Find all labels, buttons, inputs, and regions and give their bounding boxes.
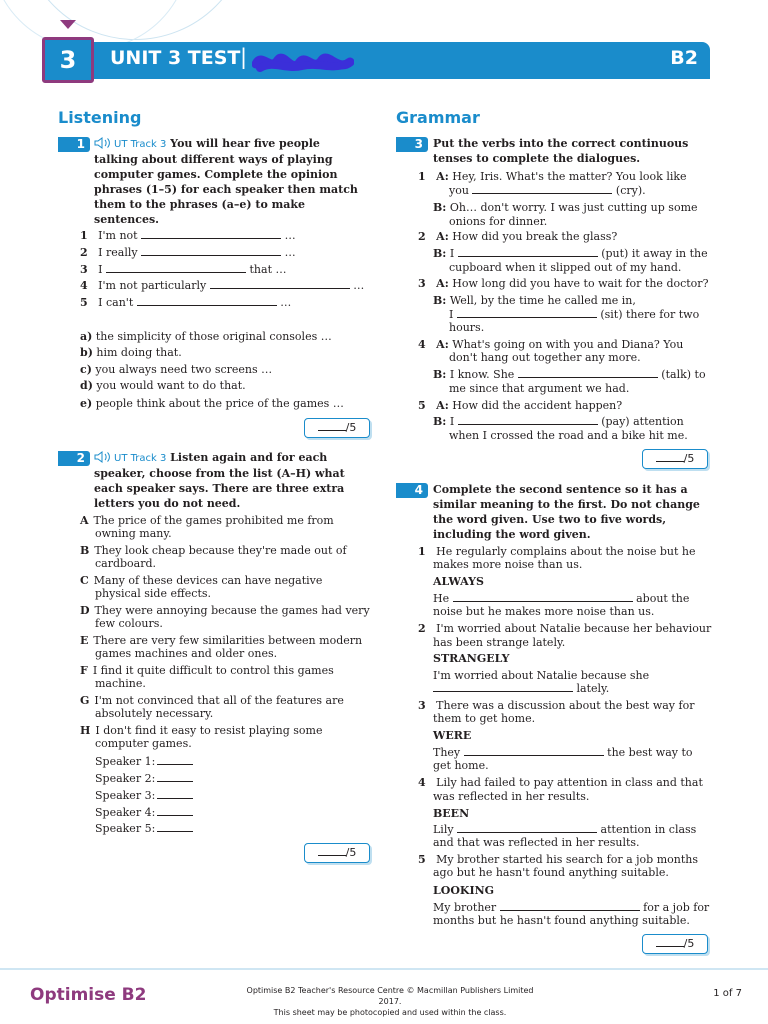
- list-item: c) you always need two screens …: [80, 363, 273, 376]
- footer-rule: [0, 968, 768, 970]
- list-item: 1 I'm not …: [80, 229, 296, 242]
- speaker-answer: Speaker 3:: [95, 789, 193, 803]
- list-item: has been strange lately.: [433, 636, 566, 649]
- instruction-text: Listen again and for each speaker, choose from the list (A–H) what each speaker says. There are three extra letters you do not need.: [94, 451, 345, 510]
- list-item: 4 I'm not particularly …: [80, 279, 365, 292]
- list-item: when I crossed the road and a bike hit me.: [449, 429, 688, 442]
- audio-speaker-icon[interactable]: [94, 137, 112, 149]
- copyright: Optimise B2 Teacher's Resource Centre © Macmillan Publishers Limited 2017. This sheet may be photocopied and used within the class.: [246, 986, 534, 1017]
- list-item-continued: games machines and older ones.: [95, 647, 278, 660]
- list-item: you (cry).: [449, 184, 646, 197]
- list-item: 1 He regularly complains about the noise but he: [418, 545, 696, 558]
- list-item: I (sit) there for two: [449, 308, 700, 321]
- list-item-continued: machine.: [95, 677, 146, 690]
- list-item: G I'm not convinced that all of the features are: [80, 694, 344, 707]
- exercise-instruction: [58, 136, 358, 227]
- score-box: /5: [642, 934, 708, 954]
- speaker-answer: Speaker 5:: [95, 822, 193, 836]
- answer-blank[interactable]: [453, 592, 633, 602]
- list-item: don't hang out together any more.: [449, 351, 641, 364]
- answer-blank[interactable]: [137, 296, 277, 306]
- list-item: B: I know. She (talk) to: [433, 368, 706, 381]
- speaker-answer: Speaker 2:: [95, 772, 193, 786]
- answer-blank[interactable]: [500, 901, 640, 911]
- key-word: LOOKING: [433, 884, 495, 897]
- list-item-continued: owning many.: [95, 527, 172, 540]
- answer-blank[interactable]: [433, 682, 573, 692]
- exercise-number: 1: [58, 137, 90, 152]
- list-item: D They were annoying because the games had very: [80, 604, 370, 617]
- list-item: me since that argument we had.: [449, 382, 630, 395]
- exercise-instruction: [58, 450, 358, 511]
- list-item-continued: absolutely necessary.: [95, 707, 214, 720]
- list-item: B: I (put) it away in the: [433, 247, 708, 260]
- instruction-text: You will hear five people talking about different ways of playing computer games. Complete the opinion phrases (1–5) for each speaker then match them to the phrases (a–e) to make sentences.: [94, 137, 358, 226]
- answer-blank[interactable]: [157, 755, 193, 765]
- list-item: 5 A: How did the accident happen?: [418, 399, 623, 412]
- title-separator: |: [240, 45, 248, 69]
- list-item: My brother for a job for: [433, 901, 710, 914]
- marker-triangle-icon: [60, 20, 76, 29]
- list-item: 2 A: How did you break the glass?: [418, 230, 618, 243]
- answer-blank[interactable]: [518, 368, 658, 378]
- track-label: UT Track 3: [114, 453, 167, 464]
- list-item: noise but he makes more noise than us.: [433, 605, 655, 618]
- list-item: b) him doing that.: [80, 346, 182, 359]
- list-item: cupboard when it slipped out of my hand.: [449, 261, 682, 274]
- key-word: ALWAYS: [433, 575, 484, 588]
- list-item: 5 I can't …: [80, 296, 292, 309]
- answer-blank[interactable]: [141, 246, 281, 256]
- score-box: /5: [304, 418, 370, 438]
- list-item: 3 A: How long did you have to wait for the doctor?: [418, 277, 709, 290]
- exercise-2: [58, 450, 358, 511]
- list-item: 1 A: Hey, Iris. What's the matter? You look like: [418, 170, 687, 183]
- answer-blank[interactable]: [458, 415, 598, 425]
- answer-blank[interactable]: [157, 772, 193, 782]
- list-item: B: Well, by the time he called me in,: [433, 294, 636, 307]
- answer-blank[interactable]: [210, 279, 350, 289]
- list-item: lately.: [433, 682, 609, 696]
- list-item: A The price of the games prohibited me from: [80, 514, 334, 527]
- list-item: onions for dinner.: [449, 215, 548, 228]
- instruction-text: Put the verbs into the correct continuous tenses to complete the dialogues.: [433, 137, 689, 165]
- level-badge: B2: [670, 47, 698, 69]
- answer-blank[interactable]: [458, 247, 598, 257]
- page-number: 1 of 7: [713, 988, 742, 999]
- redaction-scribble-icon: [252, 50, 354, 76]
- answer-blank[interactable]: [457, 308, 597, 318]
- list-item-continued: computer games.: [95, 737, 192, 750]
- answer-blank[interactable]: [457, 823, 597, 833]
- instruction-text: Complete the second sentence so it has a similar meaning to the first. Do not change the word given. Use two to five words, including the word given.: [433, 483, 700, 541]
- exercise-number: 3: [396, 137, 428, 152]
- key-word: WERE: [433, 729, 472, 742]
- grammar-heading: Grammar: [396, 108, 480, 127]
- exercise-number: 2: [58, 451, 90, 466]
- list-item: B: I (pay) attention: [433, 415, 684, 428]
- score-box: /5: [642, 449, 708, 469]
- answer-blank[interactable]: [106, 263, 246, 273]
- answer-blank[interactable]: [472, 184, 612, 194]
- list-item: I'm worried about Natalie because she: [433, 669, 650, 682]
- list-item: E There are very few similarities between modern: [80, 634, 363, 647]
- list-item: e) people think about the price of the games …: [80, 397, 344, 410]
- list-item: months but he hasn't found anything suitable.: [433, 914, 690, 927]
- exercise-4: [396, 482, 706, 542]
- exercise-1: [58, 136, 358, 227]
- list-item: 2 I really …: [80, 246, 296, 259]
- exercise-number: 4: [396, 483, 428, 498]
- list-item: 3 There was a discussion about the best way for: [418, 699, 695, 712]
- list-item-continued: few colours.: [95, 617, 163, 630]
- list-item: They the best way to: [433, 746, 693, 759]
- answer-blank[interactable]: [464, 746, 604, 756]
- audio-speaker-icon[interactable]: [94, 451, 112, 463]
- list-item-continued: physical side effects.: [95, 587, 212, 600]
- list-item-continued: cardboard.: [95, 557, 157, 570]
- list-item: H I don't find it easy to resist playing some: [80, 724, 323, 737]
- exercise-3: [396, 136, 706, 166]
- listening-heading: Listening: [58, 108, 142, 127]
- key-word: BEEN: [433, 807, 470, 820]
- list-item: B: Oh… don't worry. I was just cutting up some: [433, 201, 698, 214]
- list-item: 2 I'm worried about Natalie because her behaviour: [418, 622, 712, 635]
- key-word: STRANGELY: [433, 652, 510, 665]
- list-item: 4 A: What's going on with you and Diana? You: [418, 338, 684, 351]
- track-label: UT Track 3: [114, 139, 167, 150]
- list-item: He about the: [433, 592, 690, 605]
- list-item: F I find it quite difficult to control this games: [80, 664, 334, 677]
- list-item: and that was reflected in her results.: [433, 836, 640, 849]
- list-item: B They look cheap because they're made out of: [80, 544, 347, 557]
- list-item: was reflected in her results.: [433, 790, 590, 803]
- list-item: C Many of these devices can have negative: [80, 574, 323, 587]
- list-item: Lily attention in class: [433, 823, 697, 836]
- unit-number-badge: 3: [42, 37, 94, 83]
- list-item: get home.: [433, 759, 489, 772]
- score-box: /5: [304, 843, 370, 863]
- list-item: hours.: [449, 321, 485, 334]
- unit-title: UNIT 3 TEST: [110, 47, 241, 69]
- list-item: 3 I that …: [80, 263, 287, 276]
- speaker-answer: Speaker 1:: [95, 755, 193, 769]
- list-item: 5 My brother started his search for a job months: [418, 853, 698, 866]
- answer-blank[interactable]: [157, 789, 193, 799]
- brand-logo: Optimise B2: [30, 985, 147, 1005]
- list-item: 4 Lily had failed to pay attention in class and that: [418, 776, 703, 789]
- answer-blank[interactable]: [157, 806, 193, 816]
- speaker-answer: Speaker 4:: [95, 806, 193, 820]
- list-item: them to get home.: [433, 712, 536, 725]
- list-item: makes more noise than us.: [433, 558, 583, 571]
- answer-blank[interactable]: [157, 822, 193, 832]
- list-item: d) you would want to do that.: [80, 379, 246, 392]
- list-item: ago but he hasn't found anything suitable.: [433, 866, 669, 879]
- list-item: a) the simplicity of those original consoles …: [80, 330, 332, 343]
- answer-blank[interactable]: [141, 229, 281, 239]
